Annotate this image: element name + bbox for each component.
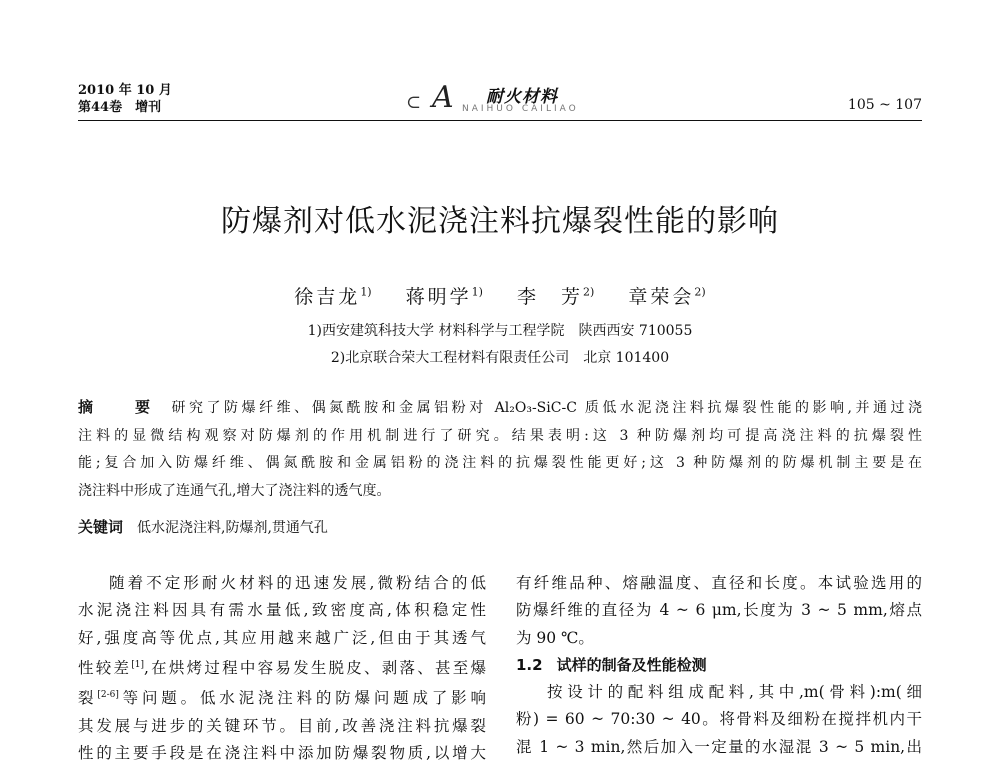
logo-a-icon: A — [432, 80, 454, 115]
author-list — [0, 282, 1000, 309]
body-line: 裂[2-6]等问题。低水泥浇注料的防爆问题成了影响 — [78, 689, 486, 708]
logo-journal-subtitle: NAIHUO CAILIAO — [462, 104, 579, 114]
citation: [1] — [131, 659, 144, 670]
author: 李 芳$^{2)}$ — [517, 285, 595, 308]
body-line: 为 90 ℃。 — [516, 628, 594, 647]
paper-title: 防爆剂对低水泥浇注料抗爆裂性能的影响 — [221, 204, 779, 239]
affiliation-2: 2)北京联合荣大工程材料有限责任公司 北京 101400 — [330, 350, 670, 366]
author: 蒋明学$^{1)}$ — [405, 285, 483, 308]
abstract-line-3: 能;复合加入防爆纤维、偶氮酰胺和金属铝粉的浇注料的抗爆裂性能更好;这 3 种防爆剂的防爆机制主要是在 — [78, 455, 922, 471]
affiliation-1: 1)西安建筑科技大学 材料科学与工程学院 陕西西安 710055 — [307, 323, 693, 339]
body-right-column — [516, 570, 922, 761]
body-line: 混 1 ~ 3 min,然后加入一定量的水湿混 3 ~ 5 min,出 — [516, 737, 922, 756]
keywords-text: 低水泥浇注料,防爆剂,贯通气孔 — [137, 520, 328, 536]
body-line: 性较差[1],在烘烤过程中容易发生脱皮、剥落、甚至爆 — [78, 659, 486, 678]
body-line: 粉) = 60 ~ 70:30 ~ 40。将骨料及细粉在搅拌机内干 — [516, 710, 922, 729]
body-line: 随着不定形耐火材料的迅速发展,微粉结合的低 — [109, 574, 486, 592]
citation: [2-6] — [97, 690, 119, 701]
page-range: 105 ~ 107 — [847, 97, 922, 113]
issue-date: 2010 年 10 月 — [78, 83, 172, 98]
abstract — [78, 394, 922, 505]
logo-arc-icon: ⊂ — [406, 92, 422, 113]
body-line: 有纤维品种、熔融温度、直径和长度。本试验选用的 — [516, 574, 922, 592]
journal-logo — [406, 78, 579, 118]
body-line: 好,强度高等优点,其应用越来越广泛,但由于其透气 — [78, 628, 486, 647]
keywords — [78, 516, 328, 537]
section-heading — [516, 652, 922, 679]
body-line: 其发展与进步的关键环节。目前,改善浇注料抗爆裂 — [78, 716, 486, 735]
body-line: 水泥浇注料因具有需水量低,致密度高,体积稳定性 — [78, 601, 486, 620]
body-line: 性的主要手段是在浇注料中添加防爆裂物质,以增大 — [78, 744, 486, 763]
body-line: 防爆纤维的直径为 4 ~ 6 μm,长度为 3 ~ 5 mm,熔点 — [516, 601, 922, 620]
issue-info — [78, 82, 172, 116]
section-title: 试样的制备及性能检测 — [556, 655, 707, 674]
keywords-label: 关键词 — [78, 518, 124, 536]
abstract-line-1: 摘 要 研究了防爆纤维、偶氮酰胺和金属铝粉对 Al₂O₃-SiC-C 质低水泥浇注料抗爆裂性能的影响,并通过浇 — [78, 398, 922, 416]
abstract-label: 摘 要 — [78, 398, 164, 416]
abstract-line-4: 浇注料中形成了连通气孔,增大了浇注料的透气度。 — [78, 482, 391, 499]
issue-volume: 第44卷 增刊 — [78, 100, 162, 115]
header-rule — [78, 120, 922, 121]
author: 徐吉龙$^{1)}$ — [294, 285, 372, 308]
body-left-column — [78, 570, 486, 767]
abstract-line-2: 注料的显微结构观察对防爆剂的作用机制进行了研究。结果表明:这 3 种防爆剂均可提高浇注料的抗爆裂性 — [78, 427, 922, 444]
body-line: 按设计的配料组成配料,其中,m(骨料):m(细 — [547, 683, 922, 702]
logo-journal-name: 耐火材料 — [486, 87, 558, 107]
author: 章荣会$^{2)}$ — [628, 285, 706, 308]
section-number: 1.2 — [516, 655, 543, 674]
